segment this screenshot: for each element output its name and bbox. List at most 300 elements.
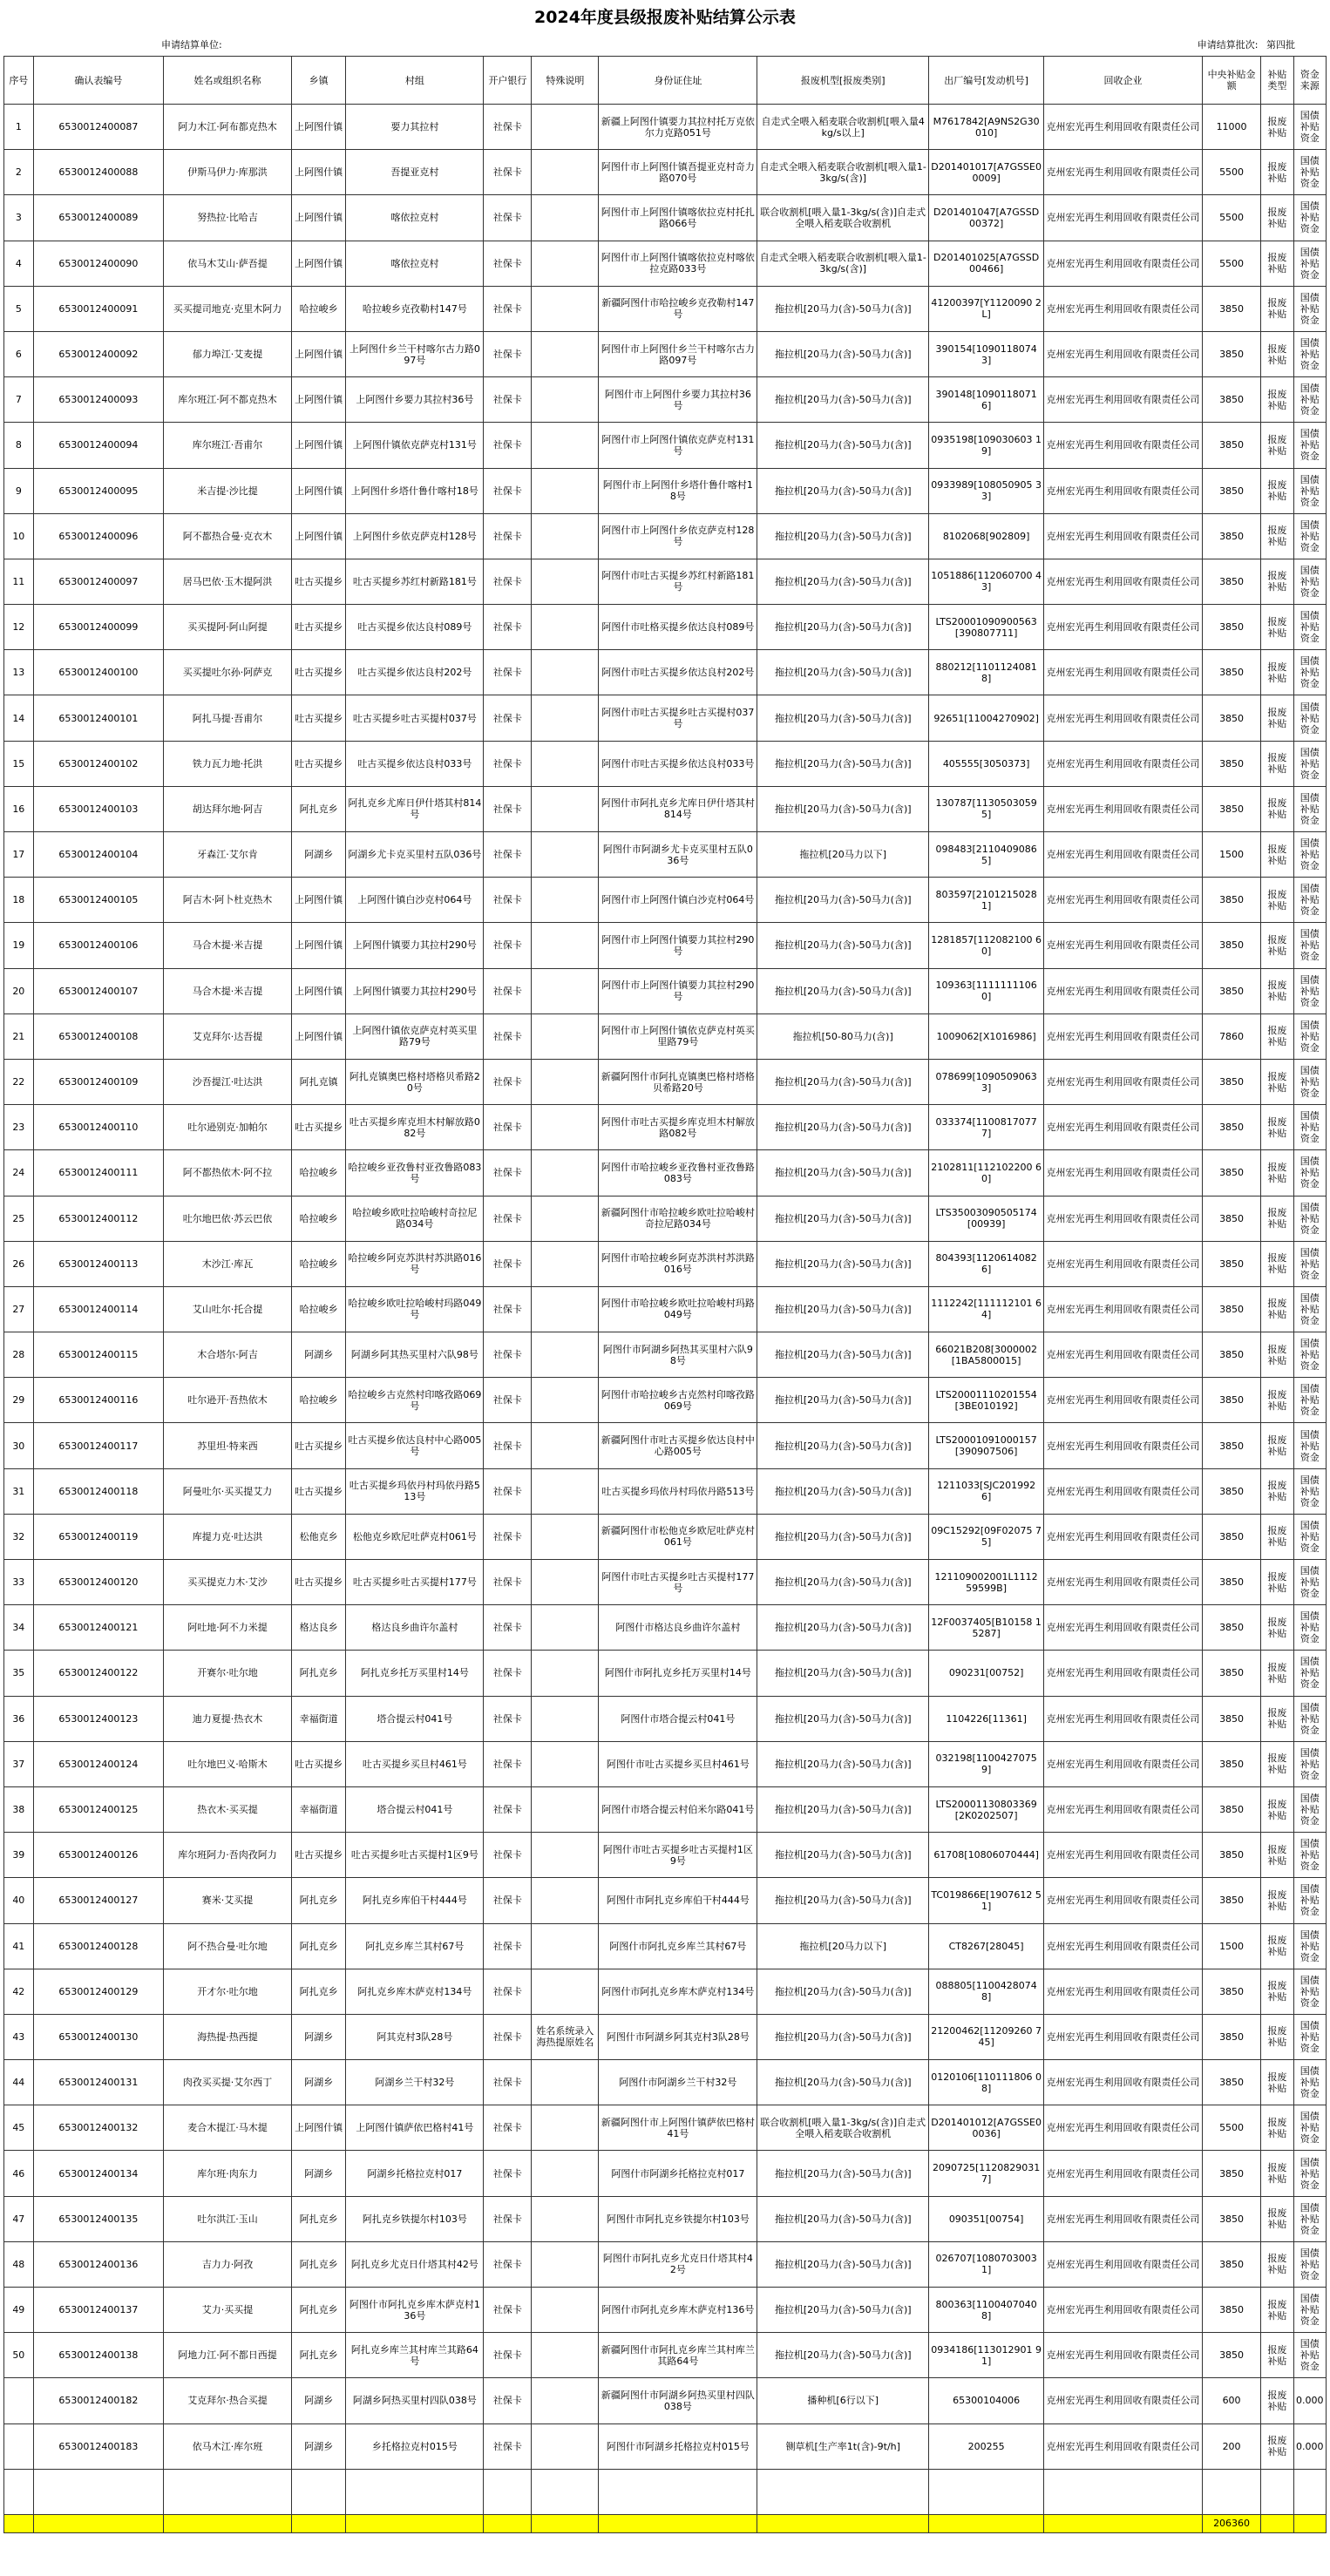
cell-fund-source: 国债补贴资金 [1293, 832, 1326, 878]
cell-confirm-id: 6530012400105 [33, 878, 163, 923]
cell-index: 27 [4, 1286, 34, 1332]
table-row [4, 241, 1327, 286]
cell-subsidy-type: 报废补贴 [1261, 1332, 1293, 1378]
cell-town: 幸福街道 [292, 1786, 346, 1832]
cell-subsidy-type: 报废补贴 [1261, 832, 1293, 878]
cell-amount: 3850 [1202, 513, 1260, 559]
cell-note [532, 695, 599, 741]
cell-town: 上阿图什镇 [292, 331, 346, 376]
cell-town: 阿湖乡 [292, 2378, 346, 2423]
cell-fund-source: 国债补贴资金 [1293, 1833, 1326, 1878]
cell-note [532, 605, 599, 650]
cell-amount: 3850 [1202, 923, 1260, 968]
cell-index: 14 [4, 695, 34, 741]
header-cell: 身份证住址 [599, 57, 757, 105]
cell-index: 23 [4, 1105, 34, 1150]
cell-bank: 社保卡 [484, 832, 532, 878]
cell-amount: 3850 [1202, 2288, 1260, 2333]
table-row [4, 1150, 1327, 1196]
cell-amount: 5500 [1202, 241, 1260, 286]
cell-bank: 社保卡 [484, 1196, 532, 1241]
cell-subsidy-type: 报废补贴 [1261, 150, 1293, 195]
cell-confirm-id: 6530012400108 [33, 1013, 163, 1059]
cell-amount: 3850 [1202, 377, 1260, 423]
table-row [4, 2241, 1327, 2287]
cell-bank: 社保卡 [484, 650, 532, 695]
table-row [4, 1378, 1327, 1423]
cell-amount: 3850 [1202, 1514, 1260, 1559]
cell-recycler: 克州宏光再生利用回收有限责任公司 [1044, 331, 1203, 376]
cell-note [532, 1332, 599, 1378]
cell-index: 33 [4, 1560, 34, 1605]
table-row [4, 1059, 1327, 1104]
cell-town: 上阿图什镇 [292, 195, 346, 241]
cell-machine-type: 拖拉机[20马力(含)-50马力(含)] [757, 1423, 929, 1468]
cell-machine-type: 联合收割机[喂入量1-3kg/s(含)]自走式全喂入稻麦联合收割机 [757, 2105, 929, 2151]
cell-bank: 社保卡 [484, 1378, 532, 1423]
cell-note [532, 1514, 599, 1559]
cell-amount: 3850 [1202, 331, 1260, 376]
cell-name: 阿吐地·阿不力米提 [164, 1605, 292, 1651]
total-cell [346, 2514, 484, 2532]
cell-town: 上阿图什镇 [292, 2105, 346, 2151]
table-row [4, 150, 1327, 195]
cell-town: 阿扎克乡 [292, 786, 346, 831]
table-row [4, 923, 1327, 968]
cell-factory-no: 1104226[11361] [929, 1696, 1044, 1741]
cell-factory-no: 1009062[X1016986] [929, 1013, 1044, 1059]
cell-note [532, 1605, 599, 1651]
cell-name: 买买提司地克·克里木阿力 [164, 286, 292, 331]
cell-village: 阿湖乡阿热买里村四队038号 [346, 2378, 484, 2423]
cell-fund-source: 国债补贴资金 [1293, 1013, 1326, 1059]
cell-fund-source: 国债补贴资金 [1293, 1059, 1326, 1104]
cell-address: 吐古买提乡玛依丹村玛依丹路513号 [599, 1468, 757, 1514]
table-row [4, 1651, 1327, 1696]
cell-factory-no: 0935198[109030603 19] [929, 423, 1044, 468]
cell-town: 吐古买提乡 [292, 1833, 346, 1878]
cell-factory-no: 078699[1090509063 3] [929, 1059, 1044, 1104]
cell-amount: 3850 [1202, 559, 1260, 604]
cell-village: 上阿图什乡要力其拉村36号 [346, 377, 484, 423]
cell-fund-source: 国债补贴资金 [1293, 2151, 1326, 2196]
cell-name: 库尔班·肉东力 [164, 2151, 292, 2196]
cell-factory-no: 026707[1080703003 1] [929, 2241, 1044, 2287]
cell-recycler: 克州宏光再生利用回收有限责任公司 [1044, 605, 1203, 650]
cell-factory-no: 0120106[110111806 08] [929, 2060, 1044, 2105]
cell-factory-no: 803597[2101215028 1] [929, 878, 1044, 923]
cell-fund-source: 国债补贴资金 [1293, 1560, 1326, 1605]
cell-amount: 3850 [1202, 1560, 1260, 1605]
cell-subsidy-type: 报废补贴 [1261, 1833, 1293, 1878]
table-row [4, 2469, 1327, 2514]
cell-recycler: 克州宏光再生利用回收有限责任公司 [1044, 1969, 1203, 2014]
cell-town: 上阿图什镇 [292, 150, 346, 195]
cell-address: 阿图什市阿扎克乡尤克日什塔其村42号 [599, 2241, 757, 2287]
cell-factory-no: 098483[2110409086 5] [929, 832, 1044, 878]
cell-address: 阿图什市吐古买提乡吐古买提村177号 [599, 1560, 757, 1605]
cell-town: 哈拉峻乡 [292, 1241, 346, 1286]
cell-address: 阿图什市阿扎克乡铁提尔村103号 [599, 2196, 757, 2241]
cell-bank: 社保卡 [484, 741, 532, 786]
cell-note [532, 1878, 599, 1923]
cell-name: 居马巴依·玉木提阿洪 [164, 559, 292, 604]
cell-amount: 3850 [1202, 1696, 1260, 1741]
cell-note [532, 1923, 599, 1969]
cell-town: 上阿图什镇 [292, 923, 346, 968]
table-row [4, 1286, 1327, 1332]
cell-note [532, 1833, 599, 1878]
cell-confirm-id: 6530012400123 [33, 1696, 163, 1741]
cell-note [532, 1741, 599, 1786]
cell-town: 吐古买提乡 [292, 1105, 346, 1150]
cell-machine-type: 拖拉机[20马力(含)-50马力(含)] [757, 1878, 929, 1923]
cell-village: 上阿图什镇要力其拉村290号 [346, 923, 484, 968]
cell-name: 马合木提·米吉提 [164, 923, 292, 968]
cell-subsidy-type: 报废补贴 [1261, 1059, 1293, 1104]
cell-bank: 社保卡 [484, 923, 532, 968]
cell-town: 阿湖乡 [292, 1332, 346, 1378]
cell-recycler: 克州宏光再生利用回收有限责任公司 [1044, 468, 1203, 513]
cell-subsidy-type [1261, 2469, 1293, 2514]
cell-address: 阿图什市阿扎克乡托万买里村14号 [599, 1651, 757, 1696]
cell-name: 吐尔逊别克·加帕尔 [164, 1105, 292, 1150]
header-cell: 回收企业 [1044, 57, 1203, 105]
table-row [4, 1605, 1327, 1651]
cell-machine-type: 拖拉机[20马力(含)-50马力(含)] [757, 968, 929, 1013]
cell-confirm-id: 6530012400122 [33, 1651, 163, 1696]
table-row [4, 1332, 1327, 1378]
cell-fund-source: 国债补贴资金 [1293, 241, 1326, 286]
cell-note [532, 377, 599, 423]
cell-subsidy-type: 报废补贴 [1261, 786, 1293, 831]
cell-note [532, 2288, 599, 2333]
cell-name: 苏里坦·特来西 [164, 1423, 292, 1468]
cell-address: 阿图什市吐格买提乡依达良村089号 [599, 605, 757, 650]
cell-fund-source: 国债补贴资金 [1293, 1196, 1326, 1241]
cell-village: 阿湖乡托格拉克村017 [346, 2151, 484, 2196]
cell-fund-source: 国债补贴资金 [1293, 695, 1326, 741]
cell-fund-source: 国债补贴资金 [1293, 1741, 1326, 1786]
cell-factory-no: 12F0037405[B10158 15287] [929, 1605, 1044, 1651]
cell-fund-source: 国债补贴资金 [1293, 286, 1326, 331]
cell-machine-type: 拖拉机[20马力(含)-50马力(含)] [757, 1605, 929, 1651]
cell-note [532, 1378, 599, 1423]
cell-index: 35 [4, 1651, 34, 1696]
cell-factory-no: LTS20001090900563[390807711] [929, 605, 1044, 650]
cell-index: 39 [4, 1833, 34, 1878]
cell-index: 4 [4, 241, 34, 286]
cell-fund-source: 国债补贴资金 [1293, 2333, 1326, 2378]
cell-factory-no: D201401047[A7GSSD00372] [929, 195, 1044, 241]
cell-recycler: 克州宏光再生利用回收有限责任公司 [1044, 2060, 1203, 2105]
cell-bank: 社保卡 [484, 2151, 532, 2196]
cell-note [532, 2241, 599, 2287]
cell-name: 吐尔逊开·吾热依木 [164, 1378, 292, 1423]
cell-village: 阿扎克乡铁提尔村103号 [346, 2196, 484, 2241]
cell-fund-source: 国债补贴资金 [1293, 1969, 1326, 2014]
cell-fund-source: 国债补贴资金 [1293, 559, 1326, 604]
cell-index: 13 [4, 650, 34, 695]
cell-machine-type: 拖拉机[20马力(含)-50马力(含)] [757, 923, 929, 968]
cell-address: 阿图什市格达良乡曲许尔盖村 [599, 1605, 757, 1651]
cell-village: 阿扎克乡库兰其村67号 [346, 1923, 484, 1969]
cell-address: 阿图什市阿扎克乡尤库日伊什塔其村814号 [599, 786, 757, 831]
cell-bank: 社保卡 [484, 1786, 532, 1832]
cell-confirm-id: 6530012400097 [33, 559, 163, 604]
cell-subsidy-type: 报废补贴 [1261, 331, 1293, 376]
cell-index: 11 [4, 559, 34, 604]
cell-address: 阿图什市塔合提云村伯米尔路041号 [599, 1786, 757, 1832]
cell-confirm-id: 6530012400102 [33, 741, 163, 786]
cell-village: 要力其拉村 [346, 105, 484, 150]
cell-fund-source: 国债补贴资金 [1293, 741, 1326, 786]
cell-amount: 3850 [1202, 286, 1260, 331]
cell-index: 24 [4, 1150, 34, 1196]
cell-address: 阿图什市阿扎克乡库木萨克村134号 [599, 1969, 757, 2014]
cell-recycler: 克州宏光再生利用回收有限责任公司 [1044, 1878, 1203, 1923]
table-row [4, 423, 1327, 468]
cell-town: 阿扎克镇 [292, 1059, 346, 1104]
cell-subsidy-type: 报废补贴 [1261, 2378, 1293, 2423]
cell-machine-type: 拖拉机[20马力(含)-50马力(含)] [757, 423, 929, 468]
cell-village: 塔合提云村041号 [346, 1696, 484, 1741]
cell-address: 新疆阿图什市哈拉峻乡克孜勒村147号 [599, 286, 757, 331]
cell-amount: 3850 [1202, 2333, 1260, 2378]
cell-index: 8 [4, 423, 34, 468]
cell-name: 沙吾提江·吐达洪 [164, 1059, 292, 1104]
cell-subsidy-type: 报废补贴 [1261, 513, 1293, 559]
cell-fund-source: 国债补贴资金 [1293, 423, 1326, 468]
cell-amount [1202, 2469, 1260, 2514]
cell-factory-no: 880212[1101124081 8] [929, 650, 1044, 695]
cell-factory-no: 09C15292[09F02075 75] [929, 1514, 1044, 1559]
cell-confirm-id: 6530012400094 [33, 423, 163, 468]
cell-village: 松他克乡欧尼吐萨克村061号 [346, 1514, 484, 1559]
cell-bank: 社保卡 [484, 513, 532, 559]
cell-subsidy-type: 报废补贴 [1261, 1969, 1293, 2014]
cell-recycler: 克州宏光再生利用回收有限责任公司 [1044, 1059, 1203, 1104]
cell-fund-source: 0.000 [1293, 2378, 1326, 2423]
cell-village: 阿扎克镇奥巴格村塔格贝希路20号 [346, 1059, 484, 1104]
cell-machine-type: 拖拉机[20马力(含)-50马力(含)] [757, 786, 929, 831]
header-cell: 确认表编号 [33, 57, 163, 105]
cell-note: 姓名系统录入海热提原姓名 [532, 2014, 599, 2059]
cell-amount: 3850 [1202, 1378, 1260, 1423]
cell-note [532, 150, 599, 195]
cell-confirm-id: 6530012400110 [33, 1105, 163, 1150]
cell-index: 34 [4, 1605, 34, 1651]
cell-address: 阿图什市上阿图什镇依克萨克村131号 [599, 423, 757, 468]
cell-recycler: 克州宏光再生利用回收有限责任公司 [1044, 832, 1203, 878]
table-row [4, 1105, 1327, 1150]
cell-confirm-id: 6530012400137 [33, 2288, 163, 2333]
cell-factory-no: 033374[1100817077 7] [929, 1105, 1044, 1150]
table-row [4, 377, 1327, 423]
cell-village: 阿湖乡兰干村32号 [346, 2060, 484, 2105]
cell-fund-source: 国债补贴资金 [1293, 1378, 1326, 1423]
cell-index [4, 2469, 34, 2514]
cell-name: 肉孜买买提·艾尔西丁 [164, 2060, 292, 2105]
cell-amount: 3850 [1202, 423, 1260, 468]
cell-fund-source: 国债补贴资金 [1293, 105, 1326, 150]
cell-machine-type: 拖拉机[20马力(含)-50马力(含)] [757, 1241, 929, 1286]
total-cell [929, 2514, 1044, 2532]
cell-note [532, 878, 599, 923]
cell-note [532, 1059, 599, 1104]
cell-subsidy-type: 报废补贴 [1261, 468, 1293, 513]
cell-bank: 社保卡 [484, 105, 532, 150]
cell-confirm-id: 6530012400183 [33, 2423, 163, 2469]
header-cell: 开户银行 [484, 57, 532, 105]
cell-amount: 3850 [1202, 741, 1260, 786]
cell-bank: 社保卡 [484, 1833, 532, 1878]
cell-name: 阿曼吐尔·买买提艾力 [164, 1468, 292, 1514]
cell-fund-source: 国债补贴资金 [1293, 1878, 1326, 1923]
cell-note [532, 741, 599, 786]
cell-index: 18 [4, 878, 34, 923]
cell-subsidy-type: 报废补贴 [1261, 1923, 1293, 1969]
cell-index: 48 [4, 2241, 34, 2287]
cell-note [532, 1786, 599, 1832]
cell-machine-type: 拖拉机[20马力(含)-50马力(含)] [757, 1332, 929, 1378]
cell-village: 吐古买提乡吐古买提村177号 [346, 1560, 484, 1605]
cell-address: 新疆阿图什市阿湖乡阿热买里村四队038号 [599, 2378, 757, 2423]
total-cell [292, 2514, 346, 2532]
cell-fund-source: 国债补贴资金 [1293, 2196, 1326, 2241]
cell-recycler: 克州宏光再生利用回收有限责任公司 [1044, 105, 1203, 150]
cell-subsidy-type: 报废补贴 [1261, 1651, 1293, 1696]
cell-confirm-id: 6530012400111 [33, 1150, 163, 1196]
cell-town: 阿湖乡 [292, 2060, 346, 2105]
cell-index: 25 [4, 1196, 34, 1241]
cell-confirm-id: 6530012400120 [33, 1560, 163, 1605]
cell-subsidy-type: 报废补贴 [1261, 2241, 1293, 2287]
cell-subsidy-type: 报废补贴 [1261, 1150, 1293, 1196]
cell-confirm-id: 6530012400134 [33, 2151, 163, 2196]
cell-amount: 3850 [1202, 468, 1260, 513]
cell-subsidy-type: 报废补贴 [1261, 286, 1293, 331]
cell-address: 阿图什市上阿图什乡依克萨克村128号 [599, 513, 757, 559]
table-row [4, 2060, 1327, 2105]
cell-address: 新疆阿图什市上阿图什镇萨依巴格村41号 [599, 2105, 757, 2151]
cell-village: 阿扎克乡库木萨克村134号 [346, 1969, 484, 2014]
cell-amount: 3850 [1202, 1105, 1260, 1150]
cell-bank: 社保卡 [484, 1286, 532, 1332]
cell-index: 41 [4, 1923, 34, 1969]
cell-bank: 社保卡 [484, 468, 532, 513]
cell-note [532, 2469, 599, 2514]
cell-note [532, 1468, 599, 1514]
cell-index: 45 [4, 2105, 34, 2151]
total-cell [484, 2514, 532, 2532]
cell-name: 阿力木江·阿布都克热木 [164, 105, 292, 150]
cell-village: 吐古买提乡依达良村089号 [346, 605, 484, 650]
cell-factory-no: LTS20001091000157[390907506] [929, 1423, 1044, 1468]
cell-subsidy-type: 报废补贴 [1261, 2423, 1293, 2469]
header-cell: 资金来源 [1293, 57, 1326, 105]
cell-address: 阿图什市哈拉峻乡欧吐拉哈峻村玛路049号 [599, 1286, 757, 1332]
cell-name: 木合塔尔·阿吉 [164, 1332, 292, 1378]
cell-note [532, 786, 599, 831]
cell-bank: 社保卡 [484, 786, 532, 831]
cell-subsidy-type: 报废补贴 [1261, 605, 1293, 650]
cell-village: 上阿图什镇白沙克村064号 [346, 878, 484, 923]
cell-address: 阿图什市阿湖乡托格拉克村017 [599, 2151, 757, 2196]
cell-bank: 社保卡 [484, 2378, 532, 2423]
cell-town: 幸福街道 [292, 1696, 346, 1741]
cell-bank: 社保卡 [484, 1878, 532, 1923]
cell-amount: 3850 [1202, 2014, 1260, 2059]
cell-factory-no: D201401025[A7GSSD00466] [929, 241, 1044, 286]
cell-subsidy-type: 报废补贴 [1261, 1605, 1293, 1651]
cell-amount: 3850 [1202, 1741, 1260, 1786]
cell-town: 吐古买提乡 [292, 741, 346, 786]
cell-note [532, 1696, 599, 1741]
cell-amount: 3850 [1202, 695, 1260, 741]
cell-address: 新疆阿图什市阿扎克乡库兰其村库兰其路64号 [599, 2333, 757, 2378]
cell-subsidy-type: 报废补贴 [1261, 1560, 1293, 1605]
cell-factory-no: 2090725[1120829031 7] [929, 2151, 1044, 2196]
cell-confirm-id: 6530012400182 [33, 2378, 163, 2423]
cell-machine-type: 拖拉机[20马力(含)-50马力(含)] [757, 559, 929, 604]
cell-fund-source: 国债补贴资金 [1293, 1514, 1326, 1559]
table-row [4, 105, 1327, 150]
cell-amount: 3850 [1202, 786, 1260, 831]
total-cell [1293, 2514, 1326, 2532]
total-cell [164, 2514, 292, 2532]
cell-town: 上阿图什镇 [292, 968, 346, 1013]
cell-note [532, 2333, 599, 2378]
cell-factory-no: 0933989[108050905 33] [929, 468, 1044, 513]
table-row [4, 513, 1327, 559]
cell-machine-type: 拖拉机[20马力(含)-50马力(含)] [757, 2288, 929, 2333]
cell-town: 阿扎克乡 [292, 2333, 346, 2378]
batch-info [1192, 35, 1295, 56]
cell-machine-type: 拖拉机[20马力(含)-50马力(含)] [757, 1833, 929, 1878]
cell-subsidy-type: 报废补贴 [1261, 423, 1293, 468]
table-row [4, 878, 1327, 923]
cell-index: 20 [4, 968, 34, 1013]
cell-bank: 社保卡 [484, 1741, 532, 1786]
cell-machine-type: 拖拉机[20马力(含)-50马力(含)] [757, 1696, 929, 1741]
cell-factory-no: 65300104006 [929, 2378, 1044, 2423]
cell-village: 吐古买提乡买旦村461号 [346, 1741, 484, 1786]
cell-recycler: 克州宏光再生利用回收有限责任公司 [1044, 1423, 1203, 1468]
cell-factory-no: TC019866E[1907612 51] [929, 1878, 1044, 1923]
cell-note [532, 1105, 599, 1150]
cell-town: 阿扎克乡 [292, 1969, 346, 2014]
cell-name: 买买提吐尔孙·阿萨克 [164, 650, 292, 695]
batch-value: 第四批 [1266, 39, 1295, 51]
cell-fund-source: 国债补贴资金 [1293, 2288, 1326, 2333]
cell-town: 哈拉峻乡 [292, 1150, 346, 1196]
cell-confirm-id: 6530012400100 [33, 650, 163, 695]
cell-note [532, 2151, 599, 2196]
cell-town: 阿扎克乡 [292, 1651, 346, 1696]
cell-machine-type: 拖拉机[20马力(含)-50马力(含)] [757, 1651, 929, 1696]
cell-address: 阿图什市阿扎克乡库木萨克村136号 [599, 2288, 757, 2333]
total-cell [532, 2514, 599, 2532]
cell-confirm-id: 6530012400129 [33, 1969, 163, 2014]
cell-amount: 3850 [1202, 1605, 1260, 1651]
cell-address: 阿图什市阿湖乡阿热其买里村六队98号 [599, 1332, 757, 1378]
cell-amount: 5500 [1202, 2105, 1260, 2151]
cell-address: 阿图什市哈拉峻乡古克然村印喀孜路069号 [599, 1378, 757, 1423]
cell-amount: 3850 [1202, 1196, 1260, 1241]
cell-address: 阿图什市塔合提云村041号 [599, 1696, 757, 1741]
cell-address: 阿图什市上阿图什乡要力其拉村36号 [599, 377, 757, 423]
